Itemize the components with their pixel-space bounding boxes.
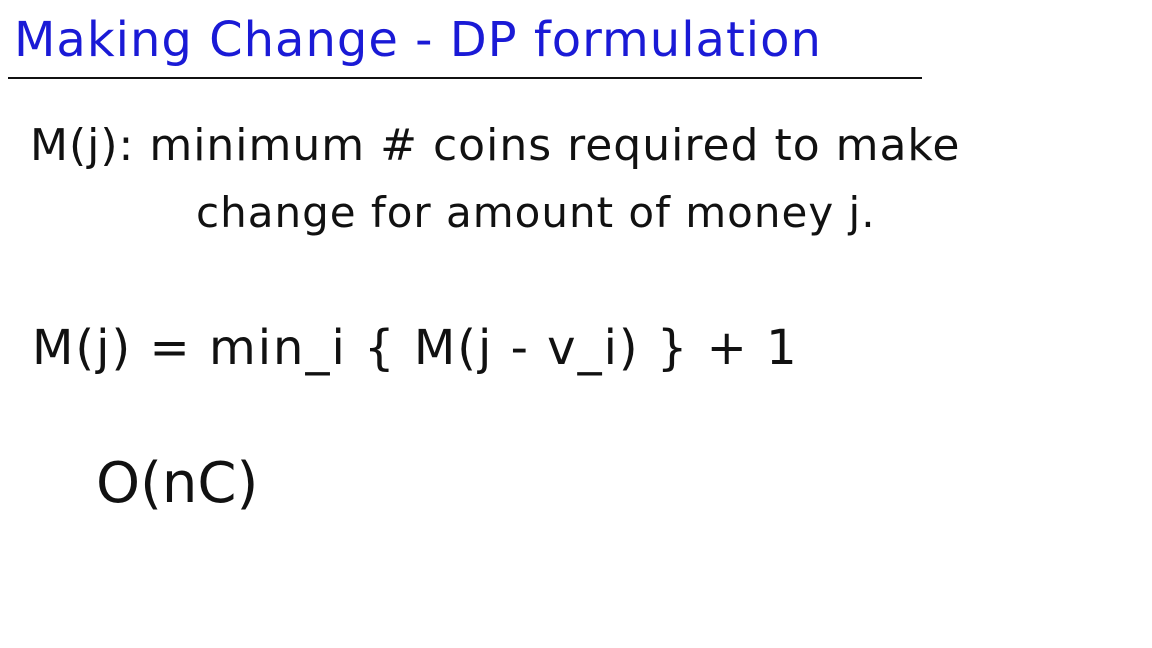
slide-title: Making Change - DP formulation: [14, 12, 822, 68]
title-underline: [8, 77, 922, 79]
definition-line-1: M(j): minimum # coins required to make: [30, 120, 961, 171]
definition-line-2: change for amount of money j.: [196, 188, 876, 237]
recurrence-formula: M(j) = min_i { M(j - v_i) } + 1: [32, 320, 799, 376]
complexity-note: O(nC): [96, 451, 259, 516]
